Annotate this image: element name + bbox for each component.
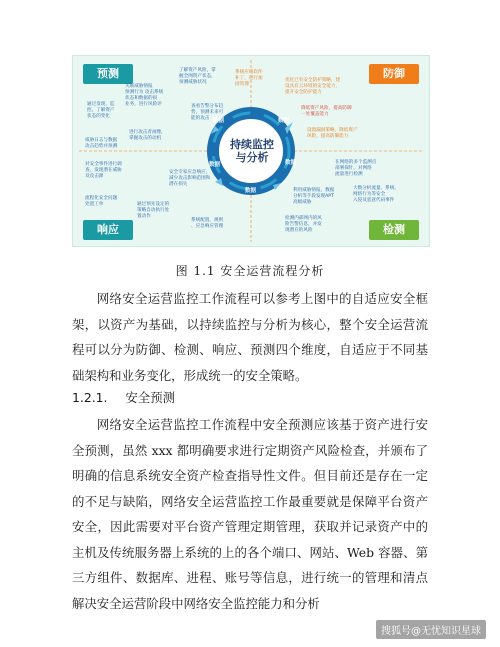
center-title: 持续监控 与分析	[230, 138, 274, 164]
note-asset-risk: 了解资产风险，掌 握全网资产状态， 预测威胁状况	[179, 68, 216, 85]
section-title: 安全预测	[125, 390, 175, 405]
note-trend-predict: 威胁日志与数据 攻击趋势并预测	[85, 138, 118, 149]
paragraph-intro: 网络安全运营监控工作流程可以参考上图中的自适应安全框架，以资产为基础，以持续监控与分析为核心，整个安全运营流程可以分为防御、检测、响应、预测四个维度，自适应于不同基础架构和业务变化，形成统一的安全策略。	[72, 291, 428, 383]
note-auto-action: 通过预先设定的 策略自动执行处 置动作	[137, 202, 170, 219]
note-attacker-profile: 进行攻击者画像， 掌握攻击的动机	[129, 130, 166, 141]
note-work-order: 流程化安全问题 处置工单	[85, 196, 118, 207]
tag-defend: 防御	[369, 64, 419, 84]
note-probe-deploy: 在网络的多个监测点 部署探针，对网络 流量进行检测	[335, 160, 377, 177]
section-number: 1.2.1.	[72, 390, 108, 405]
ring-label: 数据	[209, 162, 221, 168]
ring-label: 数据	[213, 118, 225, 124]
note-expert-response: 安全专家应急响应， 减少攻击影响范围和 潜在损失	[169, 170, 211, 187]
note-incident-investigation: 对安全事件进行调 查，发现潜在威胁 及攻击源	[85, 162, 122, 179]
note-vuln-policy: 设置漏洞策略，降低资产 风险，提高防御能力	[307, 128, 358, 139]
tag-respond: 响应	[83, 220, 133, 240]
security-operations-diagram	[72, 55, 430, 247]
ring-label: 数据	[285, 160, 297, 166]
note-system-config: 系统配置、规则 、应急响应管理	[191, 218, 224, 229]
ring-label: 数据	[245, 188, 257, 194]
note-asset-monitor: 通过发现、监 控、了解资产 状态的变化	[87, 102, 115, 119]
paragraph-prediction: 网络安全运营监控工作流程中安全预测应该基于资产进行安全预测，虽然 xxx 都明确要求进行定期资产风险检查，并颁布了明确的信息系统安全资产检查指导性文件。但目前还是存在一定的不足与缺陷，网络安全运营监控工作最重要就是保障平台资产安全，因此需要对平台资产管理定期管理，获取并记录资产中的主机及传统服务器上系统的上的各个端口、网站、Web 容器、第三方组件、数据库、进程、账号等信息，进行统一的管理和清点解决安全运营阶段中网络安全监控能力和分析	[72, 417, 428, 611]
note-reduce-risk: 降低资产风险，提高防御 一处覆盖能力	[301, 106, 352, 117]
note-alert-trend: 查看告警分布趋 势，预测未来可 能的攻击	[191, 104, 224, 121]
note-internal-risk: 检测内部网内的风 险告警信息，并发 现潜在的风险	[285, 216, 322, 233]
figure-caption: 图 1.1 安全运营流程分析	[175, 264, 325, 278]
section-heading	[72, 388, 189, 406]
note-patch-mgmt: 系统应用软件 补丁，进行加 固管理	[235, 70, 263, 87]
tag-detect: 检测	[369, 220, 419, 240]
note-optimize-policy: 优化已有安全防护策略，建 设具有云环境的安全能力， 提升安全防护能力	[285, 78, 341, 95]
note-apt-detect: 利用威胁情报、数据 分析等手段发现APT 高级威胁	[293, 188, 335, 205]
ring-label: 数据	[278, 118, 290, 124]
note-threat-intel: 关联威胁情报 预测行为 攻击系统 状态和数据的损 业务，进行风险评	[125, 84, 164, 107]
note-traffic-analysis: 大数分析流量、系统、 网络行为等安全 入侵及恶意代码事件	[353, 186, 399, 203]
watermark: 搜狐号@无忧知识星球	[376, 620, 486, 639]
tag-predict: 预测	[83, 64, 133, 84]
